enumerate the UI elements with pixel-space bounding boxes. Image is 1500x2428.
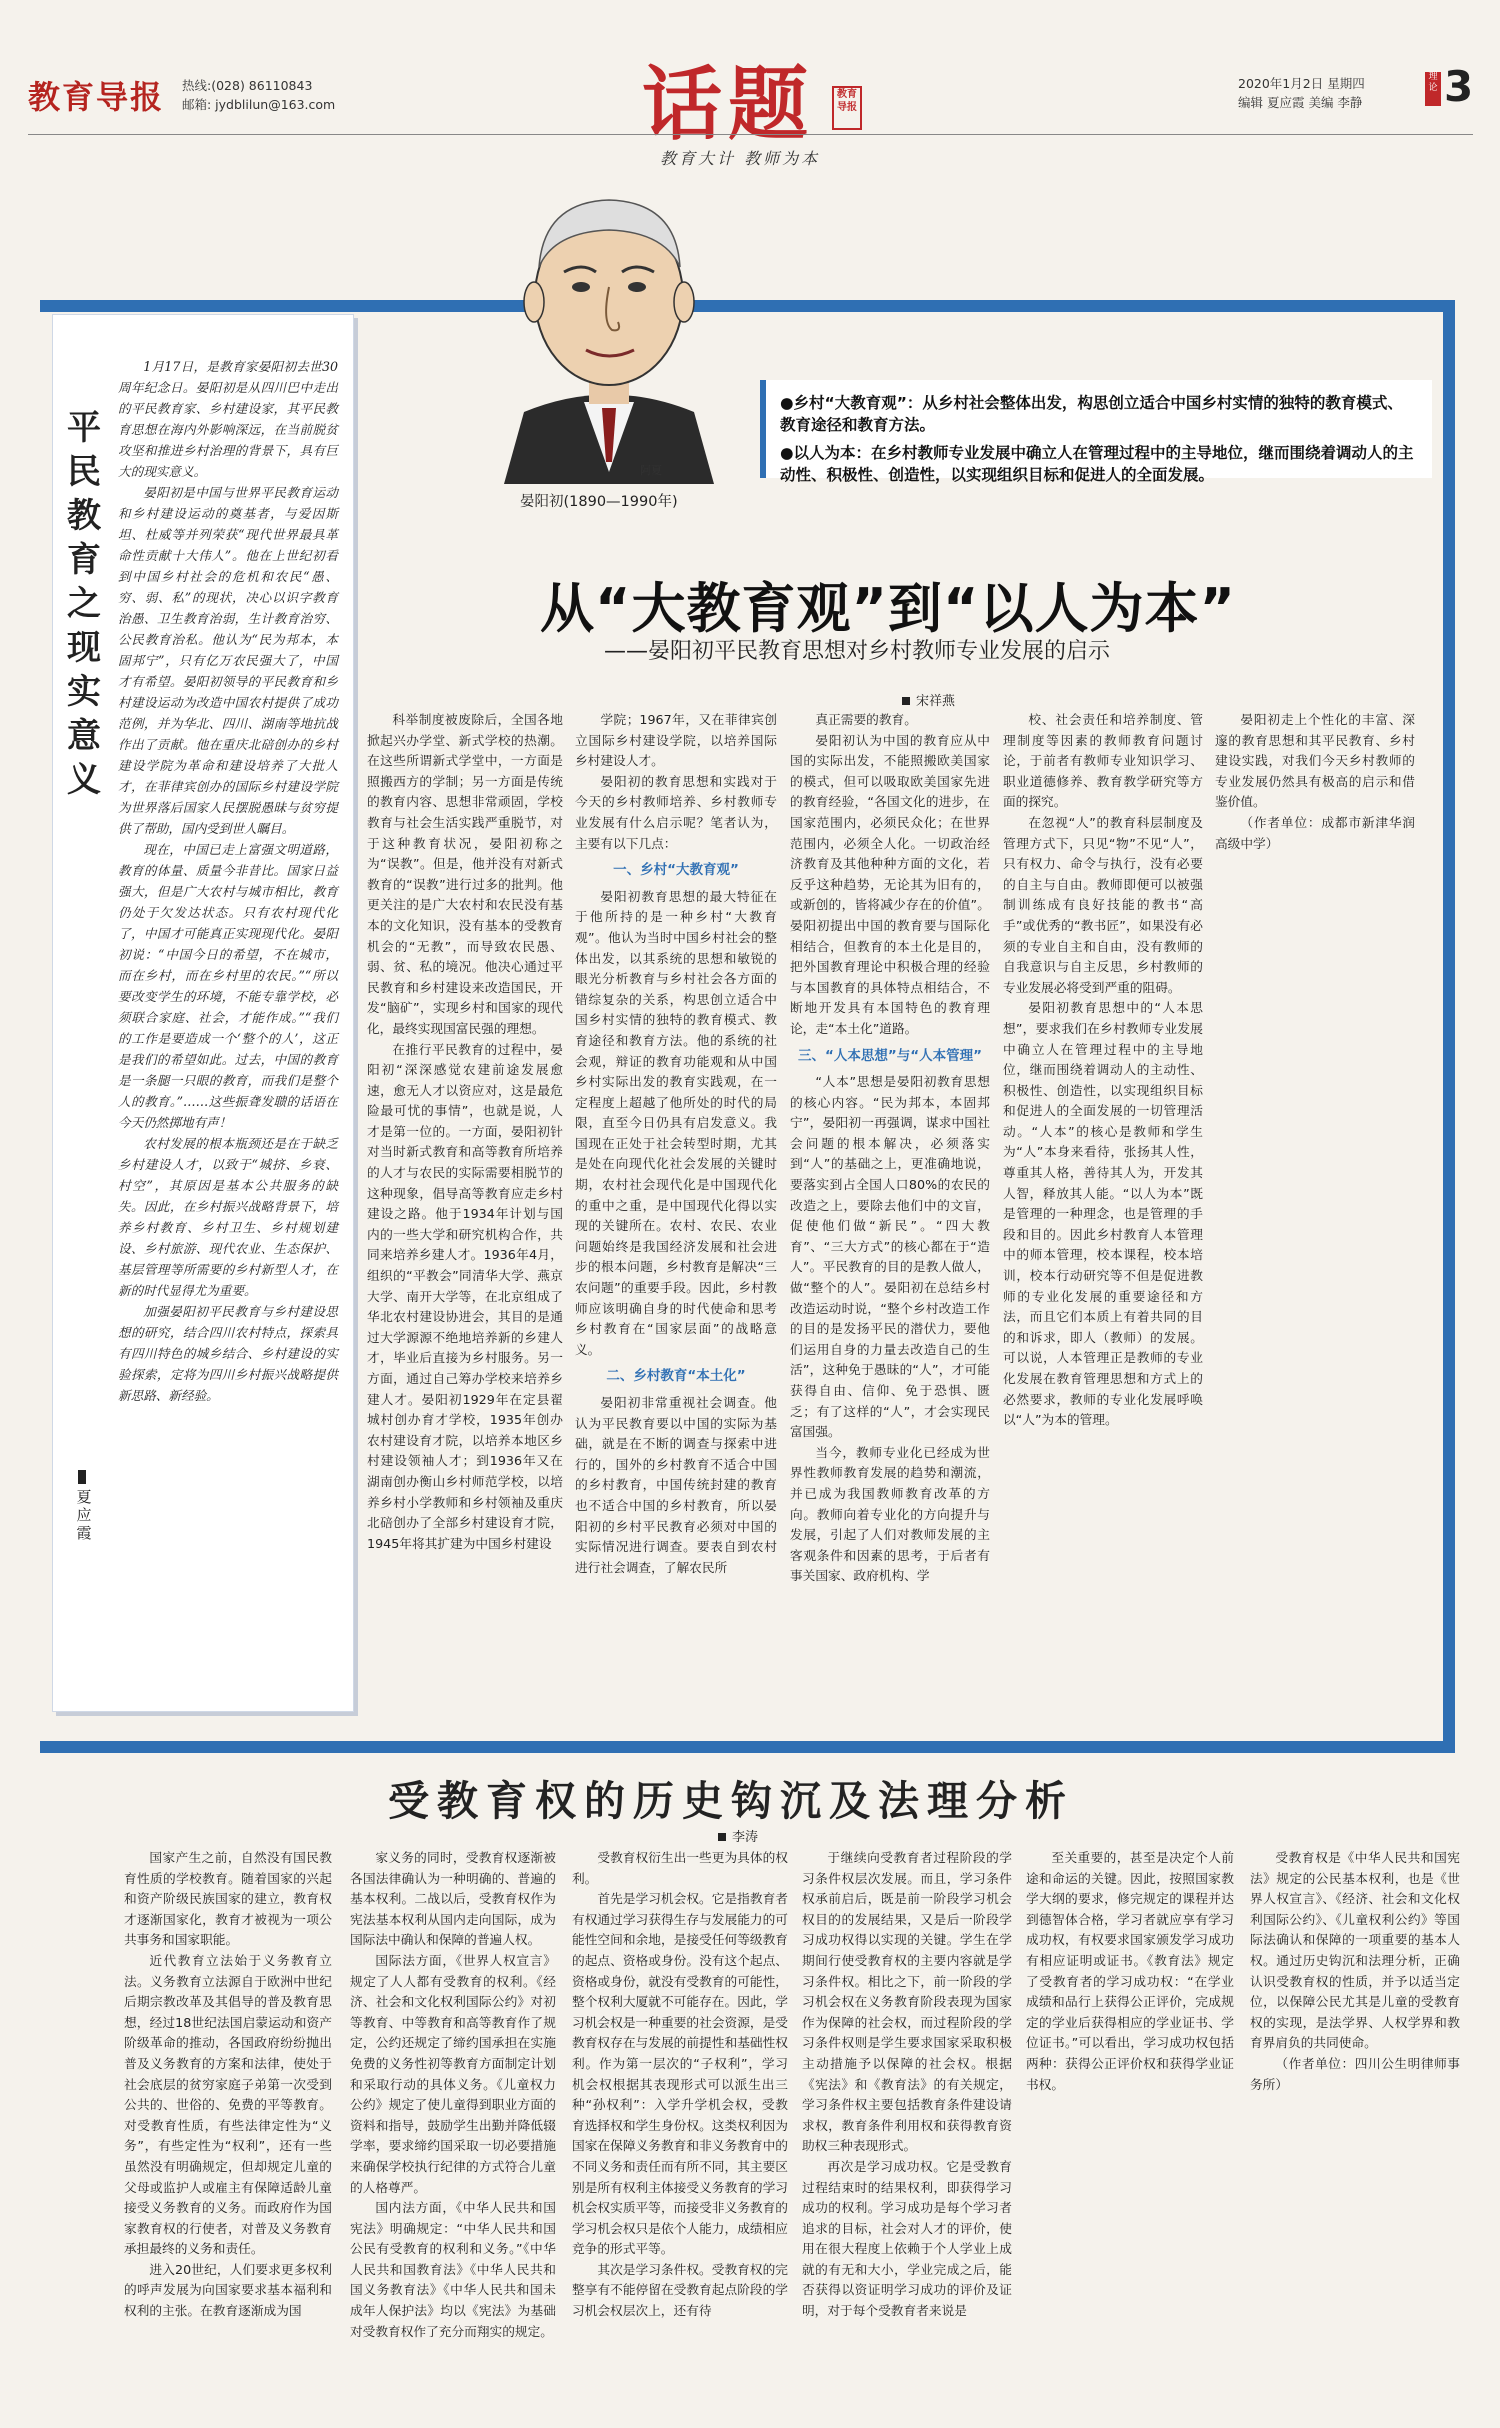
portrait-caricature — [484, 172, 734, 484]
hotline: 热线:(028) 86110843 — [182, 78, 313, 93]
sidebar-paragraph: 晏阳初是中国与世界平民教育运动和乡村建设运动的奠基者，与爱因斯坦、杜威等并列荣获“现代世界最具革命性贡献十大伟人”。他在上世纪初看到中国乡村社会的危机和农民“愚、穷、弱、私”的现状，决心以识字教育治愚、卫生教育治弱，生计教育治穷、公民教育治私。他认为“民为邦本，本固邦宁”，只有亿万农民强大了，中国才有希望。晏阳初领导的平民教育和乡村建设运动为改造中国农村提供了成功范例，并为华北、四川、湖南等地抗战作出了贡献。他在重庆北碚创办的乡村建设学院为革命和建设培养了大批人才，在菲律宾创办的国际乡村建设学院为世界落后国家人民摆脱愚昧与贫穷提供了帮助，国内受到世人瞩目。 — [118, 485, 338, 836]
editors: 编辑 夏应霞 美编 李静 — [1238, 95, 1363, 110]
newspaper-logo: 教育导报 — [28, 78, 165, 116]
article-paragraph: 首先是学习机会权。它是指教育者有权通过学习获得生存与发展能力的可能性空间和余地，是接受任何等级教育的起点、资格或身份。没有这个起点、资格或身份，就没有受教育的可能性，整个权利大厦就不可能存在。因此，学习机会权是一种重要的社会资源，是受教育权存在与发展的前提性和基础性权利。作为第一层次的“子权利”，学习机会权根据其表现形式可以派生出三种“孙权利”：入学升学机会权，受教育选择权和学生身份权。这类权利因为国家在保障义务教育和非义务教育中的不同义务和责任而有所不同，其主要区别是所有权利主体接受义务教育的学习机会权实质平等，而接受非义务教育的学习机会权只是依个人能力，成绩相应竞争的形式平等。 — [572, 1891, 788, 2257]
article2-column-6 — [1250, 1848, 1460, 2408]
page-number: 3 — [1444, 62, 1474, 111]
article-subheadline: ——晏阳初平民教育思想对乡村教师专业发展的启示 — [604, 639, 1111, 664]
key-point: ●乡村“大教育观”：从乡村社会整体出发，构思创立适合中国乡村实情的独特的教育模式、教育途径和教育方法。 — [780, 394, 1403, 434]
key-points-box — [760, 380, 1432, 484]
portrait-signature: 阿夏 — [640, 464, 662, 477]
issue-info — [1238, 74, 1365, 112]
article-paragraph: 当今，教师专业化已经成为世界性教师教育发展的趋势和潮流，并已成为我国教师教育改革的方向。教师向着专业化的方向提升与发展，引起了人们对教师发展的主客观条件和因素的思考，于后者有事关国家、政府机构、学 — [790, 1444, 990, 1584]
key-point: ●以人为本：在乡村教师专业发展中确立人在管理过程中的主导地位，继而围绕着调动人的主动性、积极性、创造性，以实现组织目标和促进人的全面发展。 — [780, 444, 1414, 484]
author-marker-icon — [78, 1470, 86, 1484]
masthead-divider — [28, 134, 1473, 135]
sidebar-paragraph: 1月17日，是教育家晏阳初去世30周年纪念日。晏阳初是从四川巴中走出的平民教育家、乡村建设家，其平民教育思想在海内外影响深远，在当前脱贫攻坚和推进乡村治理的背景下，具有巨大的现实意义。 — [118, 359, 338, 479]
byline-marker-icon — [718, 1833, 726, 1841]
article-paragraph: 受教育权衍生出一些更为具体的权利。 — [572, 1850, 788, 1886]
article-column-1 — [367, 710, 563, 1710]
article-paragraph: 再次是学习成功权。它是受教育过程结束时的结果权利，即获得学习成功的权利。学习成功是每个学习者追求的目标，社会对人才的评价，使用在很大程度上依赖于个人学业上成就的有无和大小，学业完成之后，能否获得以资证明学习成功的评价及证明，对于每个受教育者来说是 — [802, 2158, 1012, 2319]
article-paragraph: 进入20世纪，人们要求更多权利的呼声发展为向国家要求基本福利和权利的主张。在教育逐渐成为国 — [124, 2261, 332, 2319]
article-paragraph: 国家产生之前，自然没有国民教育性质的学校教育。随着国家的兴起和资产阶级民族国家的建立，教育权才逐渐国家化，教育才被视为一项公共事务和国家职能。 — [124, 1850, 332, 1948]
article-paragraph: 至关重要的，甚至是决定个人前途和命运的关键。因此，按照国家教学大纲的要求，修完规定的课程并达到德智体合格，学习者就应享有学习成功权，有权要求国家颁发学习成功有相应证明或证书。《教育法》规定了受教育者的学习成功权：“在学业成绩和品行上获得公正评价，完成规定的学业后获得相应的学业证书、学位证书。”可以看出，学习成功权包括两种：获得公正评价权和获得学业证书权。 — [1026, 1850, 1234, 2092]
article-paragraph: 晏阳初教育思想中的“人本思想”，要求我们在乡村教师专业发展中确立人在管理过程中的主导地位，继而围绕着调动人的主动性、积极性、创造性，以实现组织目标和促进人的全面发展的一切管理活动。“人本”的核心是教师和学生为“人”本身来看待，张扬其人性，尊重其人格，善待其人为，开发其人智，释放其人能。“以人为本”既是管理的一种理念，也是管理的手段和目的。因此乡村教育人本管理中的师本管理，校本课程，校本培训，校本行动研究等不但是促进教师的专业化发展的重要途径和方法，而且它们本质上有着共同的目的和诉求，即人（教师）的发展。可以说，人本管理正是教师的专业化发展在教育管理思想和方式上的必然要求，教师的专业化发展呼唤以“人”为本的管理。 — [1003, 1000, 1203, 1428]
article-paragraph: 晏阳初的教育思想和实践对于今天的乡村教师培养、乡村教师专业发展有什么启示呢？笔者认为，主要有以下几点： — [575, 773, 777, 851]
author-affiliation: （作者单位：四川公生明律师事务所） — [1250, 2055, 1460, 2092]
article-paragraph: 受教育权是《中华人民共和国宪法》规定的公民基本权利，也是《世界人权宣言》、《经济、社会和文化权利国际公约》、《儿童权利公约》等国际法确认和保障的一项重要的基本人权。通过历史钩沉和法理分析，正确认识受教育权的性质，并予以适当定位，以保障公民尤其是儿童的受教育权的实现，是法学界、人权学界和教育界肩负的共同使命。 — [1250, 1850, 1460, 2051]
article2-column-2 — [350, 1848, 556, 2408]
section-heading: 一、乡村“大教育观” — [613, 862, 739, 879]
seal-icon: 教育导报 — [832, 86, 862, 130]
article-paragraph: 国内法方面，《中华人民共和国宪法》明确规定：“中华人民共和国公民有受教育的权利和义务。”《中华人民共和国教育法》《中华人民共和国义务教育法》《中华人民共和国未成年人保护法》均以《宪法》为基础对受教育权作了充分而翔实的规定。 — [350, 2200, 556, 2339]
portrait-caption: 晏阳初(1890—1990年) — [520, 494, 678, 510]
article-column-3 — [790, 710, 990, 1710]
article2-headline: 受教育权的历史钩沉及法理分析 — [388, 1777, 1074, 1825]
article-headline: 从“大教育观”到“以人为本” — [540, 577, 1236, 640]
section-heading: 二、乡村教育“本土化” — [606, 1368, 746, 1385]
article-column-4 — [1003, 710, 1203, 1710]
article2-column-1 — [124, 1848, 332, 2408]
article-column-5 — [1215, 710, 1415, 1710]
sidebar-author: 夏应霞 — [76, 1488, 92, 1542]
contact-info — [182, 76, 335, 114]
sidebar-paragraph: 加强晏阳初平民教育与乡村建设思想的研究，结合四川农村特点，探索具有四川特色的城乡结合、乡村建设的实验探索，定将为四川乡村振兴战略提供新思路、新经验。 — [118, 1304, 338, 1403]
article-paragraph: 国际法方面，《世界人权宣言》规定了人人都有受教育的权利。《经济、社会和文化权利国际公约》对初等教育、中等教育和高等教育作了规定，公约还规定了缔约国承担在实施免费的义务性初等教育方面制定计划和采取行动的具体义务。《儿童权力公约》规定了使儿童得到职业方面的资料和指导，鼓励学生出勤并降低辍学率，要求缔约国采取一切必要措施来确保学校执行纪律的方式符合儿童的人格尊严。 — [350, 1952, 556, 2195]
portrait-illustration-icon — [484, 172, 734, 484]
article-paragraph: 在推行平民教育的过程中，晏阳初“深深感觉农建前途发展愈速，愈无人才以资应对，这是最危险最可忧的事情”，也就是说，人才是第一位的。一方面，晏阳初针对当时新式教育和高等教育所培养的人才与农民的实际需要相脱节的这种现象，倡导高等教育应走乡村建设之路。他于1934年计划与国内的一些大学和研究机构合作，共同来培养乡建人才。1936年4月，组织的“平教会”同清华大学、燕京大学、南开大学等，在北京组成了华北农村建设协进会，其目的是通过大学源源不绝地培养新的乡建人才，毕业后直接为乡村服务。另一方面，通过自己筹办学校来培养乡建人才。晏阳初1929年在定县翟城村创办育才学校，1935年创办农村建设育才院，以培养本地区乡村建设领袖人才；到1936年又在湖南创办衡山乡村师范学校，以培养乡村小学教师和乡村领袖及重庆北碚创办了全部乡村建设育才院，1945年将其扩建为中国乡村建设 — [367, 1041, 563, 1551]
sidebar-paragraph: 农村发展的根本瓶颈还是在于缺乏乡村建设人才，以致于“城挤、乡衰、村空”，其原因是基本公共服务的缺失。因此，在乡村振兴战略背景下，培养乡村教育、乡村卫生、乡村规划建设、乡村旅游、现代农业、生态保护、基层管理等所需要的乡村新型人才，在新的时代显得尤为重要。 — [118, 1136, 338, 1298]
issue-date: 2020年1月2日 星期四 — [1238, 76, 1365, 91]
byline-author: 宋祥燕 — [916, 694, 956, 709]
email: 邮箱: jydblilun@163.com — [182, 97, 336, 112]
article-paragraph: 其次是学习条件权。受教育权的完整享有不能停留在受教育起点阶段的学习机会权层次上，还有待 — [572, 2261, 788, 2319]
article-paragraph: 家义务的同时，受教育权逐渐被各国法律确认为一种明确的、普遍的基本权利。二战以后，受教育权作为宪法基本权利从国内走向国际，成为国际法中确认和保障的普遍人权。 — [350, 1850, 556, 1948]
byline-author: 李涛 — [732, 1830, 759, 1845]
article-paragraph: 近代教育立法始于义务教育立法。义务教育立法源自于欧洲中世纪后期宗教改革及其倡导的普及教育思想，经过18世纪法国启蒙运动和资产阶级革命的推动，各国政府纷纷抛出普及义务教育的方案和法律，使处于社会底层的贫穷家庭子弟第一次受到公共的、世俗的、免费的平等教育。对受教育性质，有些法律定性为“义务”，有些定性为“权利”，还有一些虽然没有明确规定，但却规定儿童的父母或监护人或雇主有保障适龄儿童接受义务教育的义务。而政府作为国家教育权的行使者，对普及义务教育承担最终的义务和责任。 — [124, 1952, 332, 2257]
article-paragraph: 晏阳初走上个性化的丰富、深邃的教育思想和其平民教育、乡村建设实践，对我们今天乡村教师的专业发展仍然具有极高的启示和借鉴价值。 — [1215, 712, 1415, 810]
sidebar-paragraph: 现在，中国已走上富强文明道路，教育的体量、质量今非昔比。国家日益强大，但是广大农村与城市相比，教育仍处于欠发达状态。只有农村现代化了，中国才可能真正实现现代化。晏阳初说：“中国今日的希望，不在城市，而在乡村，而在乡村里的农民。”“所以要改变学生的环境，不能专靠学校，必须联合家庭、社会，才能作成。”“我们的工作是要造成一个‘整个的人’，这正是我们的希望如此。过去，中国的教育是一条腿一只眼的教育，而我们是整个人的教育。”……这些振聋发聩的话语在今天仍然掷地有声！ — [118, 842, 338, 1130]
byline-marker-icon — [902, 697, 910, 705]
article-paragraph: 晏阳初认为中国的教育应从中国的实际出发，不能照搬欧美国家的模式，但可以吸取欧美国家先进的教育经验，“各国文化的进步，在国家范围内，必须民众化；在世界范围内，必须全人化。一切政治经济教育及其他种种方面的文化，若反乎这种趋势，无论其为旧有的，或新创的，皆将减少存在的价值”。晏阳初提出中国的教育要与国际化相结合，但教育的本土化是目的，把外国教育理论中积极合理的经验与本国教育的具体特点相结合，不断地开发具有本国特色的教育理论，走“本土化”道路。 — [790, 732, 990, 1036]
article-byline — [902, 690, 955, 709]
article-paragraph: 科举制度被废除后，全国各地掀起兴办学堂、新式学校的热潮。在这些所谓新式学堂中，一方面是照搬西方的学制；另一方面是传统的教育内容、思想非常顽固，学校教育与社会生活实践严重脱节，对于这种教育状况，晏阳初称之为“误教”。但是，他并没有对新式教育的“误教”进行过多的批判。他更关注的是广大农村和农民没有基本的文化知识，没有基本的受教育机会的“无教”，而导致农民愚、弱、贫、私的境况。他决心通过平民教育和乡村建设来改造国民，开发“脑矿”，实现乡村和国家的现代化，最终实现国富民强的理想。 — [367, 712, 563, 1036]
author-affiliation: （作者单位：成都市新津华润高级中学） — [1215, 814, 1415, 851]
article-paragraph: 在忽视“人”的教育科层制度及管理方式下，只见“物”不见“人”，只有权力、命令与执行，没有必要的自主与自由。教师即便可以被强制训练成有良好技能的教书“高手”或优秀的“教书匠”，如果没有必须的专业自主和自由，没有教师的自我意识与自主反思，乡村教师的专业发展必将受到严重的阻碍。 — [1003, 814, 1203, 995]
section-title: 话题 — [642, 57, 814, 151]
slogan: 教育大计 教师为本 — [660, 149, 821, 168]
article2-byline — [718, 1826, 758, 1845]
article2-column-4 — [802, 1848, 1012, 2408]
section-heading: 三、“人本思想”与“人本管理” — [798, 1047, 982, 1064]
article-paragraph: “人本”思想是晏阳初教育思想的核心内容。“民为邦本，本固邦宁”，晏阳初一再强调，谋求中国社会问题的根本解决，必须落实到“人”的基础之上，更准确地说，要落实到占全国人口80%的农民的改造之上，要除去他们中的文盲，促使他们做“新民”。“四大教育”、“三大方式”的核心都在于“造人”。平民教育的目的是教人做人，做“整个的人”。晏阳初在总结乡村改造运动时说，“整个乡村改造工作的目的是发扬平民的潜伏力，要他们运用自身的力量去改造自己的生活”，这种免于愚昧的“人”，才可能获得自由、信仰、免于恐惧、匮乏；有了这样的“人”，才会实现民富国强。 — [790, 1074, 990, 1440]
article-paragraph: 校、社会责任和培养制度、管理制度等因素的教师教育问题讨论，于前者有教师专业知识学习、职业道德修养、教育教学研究等方面的探究。 — [1003, 712, 1203, 810]
article-paragraph: 晏阳初教育思想的最大特征在于他所持的是一种乡村“大教育观”。他认为当时中国乡村社会的整体出发，以其系统的思想和敏锐的眼光分析教育与乡村社会各方面的错综复杂的关系，构思创立适合中国乡村实情的独特的教育模式、教育途径和教育方法。他的系统的社会观，辩证的教育功能观和从中国乡村实际出发的教育实践观，在一定程度上超越了他所处的时代的局限，直至今日仍具有启发意义。我国现在正处于社会转型时期，尤其是处在向现代化社会发展的关键时期，农村社会现代化是中国现代化的重中之重，是中国现代化得以实现的关键所在。农村、农民、农业问题始终是我国经济发展和社会进步的根本问题，乡村教育是解决“三农问题”的重要手段。因此，乡村教师应该明确自身的时代使命和思考乡村教育在“国家层面”的战略意义。 — [575, 888, 777, 1357]
article2-column-5 — [1026, 1848, 1234, 2408]
article-paragraph: 于继续向受教育者过程阶段的学习条件权层次发展。而且，学习条件权承前启后，既是前一阶段学习机会权目的的发展结果，又是后一阶段学习成功权得以实现的关键。学生在学期间行使受教育权的主要内容就是学习条件权。相比之下，前一阶段的学习机会权在义务教育阶段表现为国家作为保障的社会权，而过程阶段的学习条件权则是学生要求国家采取积极主动措施予以保障的社会权。根据《宪法》和《教育法》的有关规定，学习条件权主要包括教育条件建设请求权，教育条件利用权和获得教育资助权三种表现形式。 — [802, 1850, 1012, 2154]
article-paragraph: 晏阳初非常重视社会调查。他认为平民教育要以中国的实际为基础，就是在不断的调查与探索中进行的，国外的乡村教育不适合中国的乡村教育，中国传统封建的教育也不适合中国的乡村教育，所以晏阳初的乡村平民教育必须对中国的实际情况进行调查。要表自到农村进行社会调查，了解农民所 — [575, 1395, 777, 1575]
article2-column-3 — [572, 1848, 788, 2408]
sidebar-title: 平民教育之现实意义 — [67, 408, 101, 800]
article-paragraph: 真正需要的教育。 — [815, 712, 917, 727]
section-badge: 理论 — [1425, 72, 1441, 106]
sidebar-body — [118, 356, 338, 1406]
article-paragraph: 学院；1967年，又在菲律宾创立国际乡村建设学院，以培养国际乡村建设人才。 — [575, 712, 777, 769]
article-column-2 — [575, 710, 777, 1710]
